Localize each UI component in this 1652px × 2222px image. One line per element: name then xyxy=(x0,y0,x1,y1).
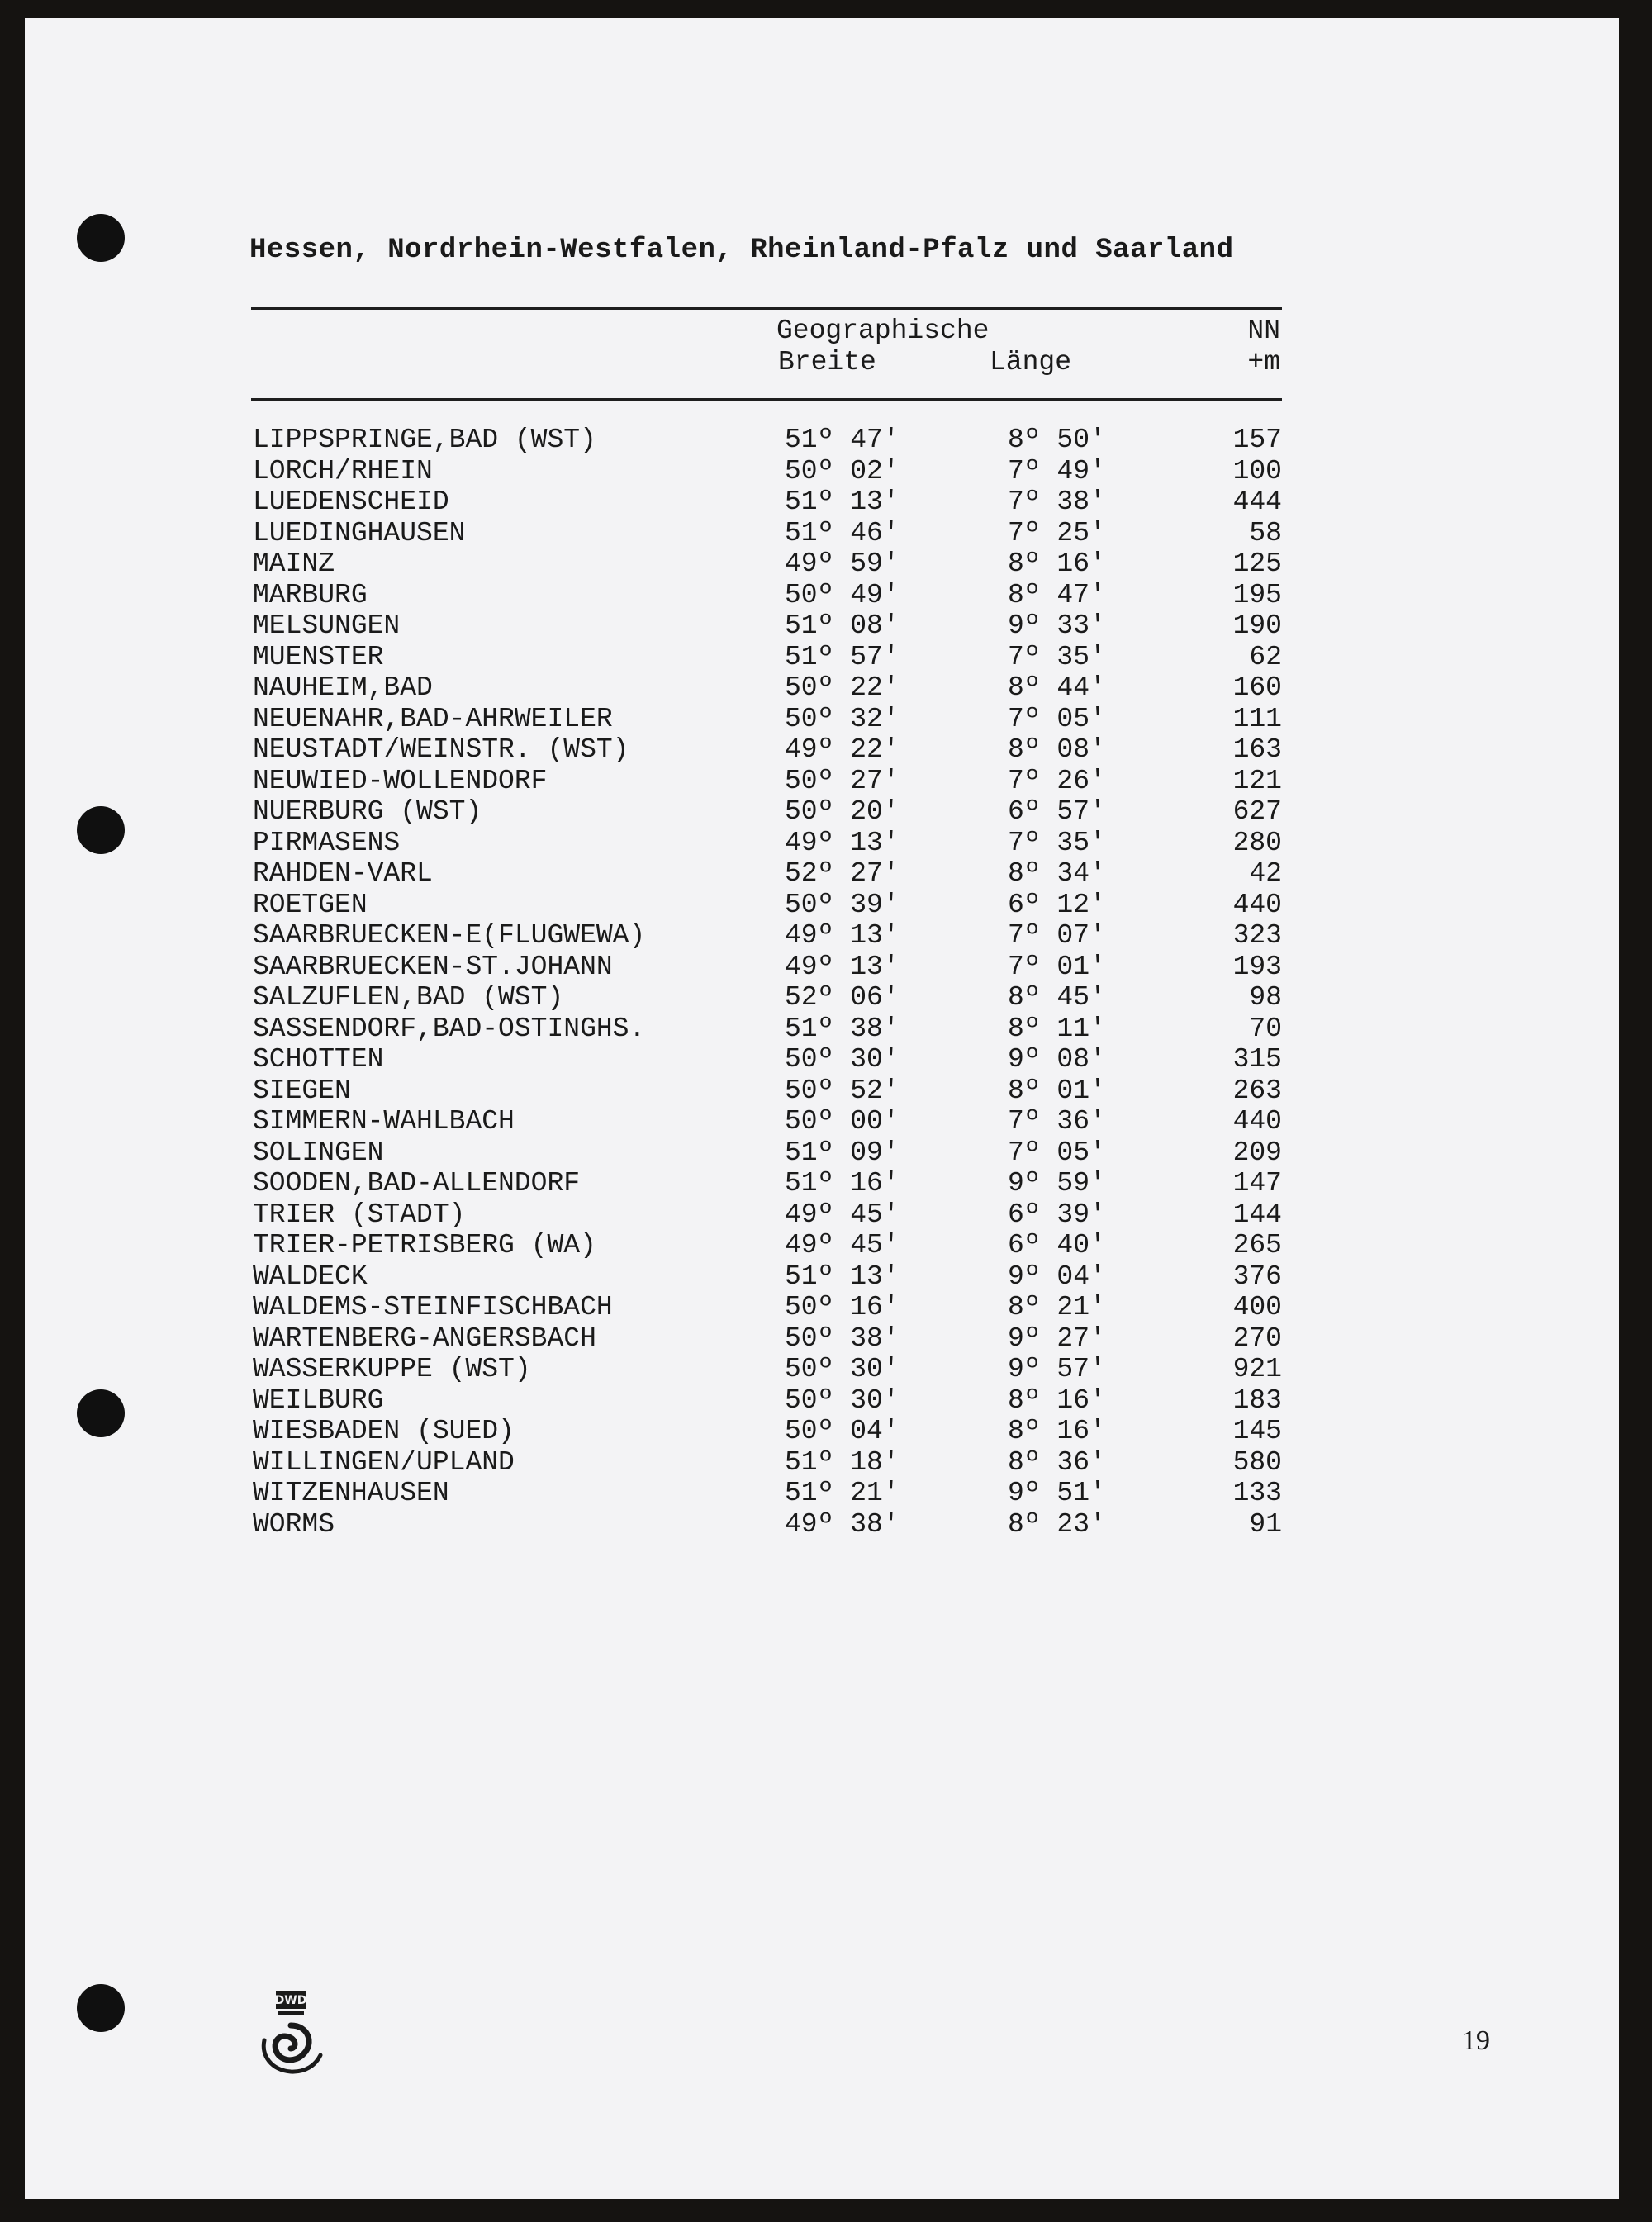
table-row xyxy=(253,456,1285,487)
elevation: 270 xyxy=(1232,1322,1282,1354)
table-row xyxy=(253,1261,1285,1293)
latitude: 49º 45′ xyxy=(785,1230,900,1261)
table-row xyxy=(253,487,1285,518)
longitude: 8º 16′ xyxy=(1008,548,1106,579)
station-name: SIEGEN xyxy=(253,1075,351,1106)
latitude: 50º 00′ xyxy=(785,1106,900,1137)
table-row xyxy=(253,920,1285,952)
station-name: SIMMERN-WAHLBACH xyxy=(253,1106,515,1137)
latitude: 51º 57′ xyxy=(785,641,900,672)
longitude: 8º 16′ xyxy=(1008,1384,1106,1416)
table-row xyxy=(253,610,1285,642)
header-unit: +m xyxy=(1247,347,1280,377)
latitude: 52º 27′ xyxy=(785,858,900,889)
station-name: SCHOTTEN xyxy=(253,1044,384,1075)
station-name: LIPPSPRINGE,BAD (WST) xyxy=(253,425,596,455)
longitude: 8º 34′ xyxy=(1008,858,1106,889)
elevation: 62 xyxy=(1249,641,1282,672)
station-name: WEILBURG xyxy=(253,1384,384,1416)
table-row xyxy=(253,982,1285,1014)
table-row xyxy=(253,672,1285,704)
station-name: NEUENAHR,BAD-AHRWEILER xyxy=(253,703,613,734)
document-page xyxy=(25,18,1619,2199)
station-name: NEUSTADT/WEINSTR. (WST) xyxy=(253,734,629,765)
table-row xyxy=(253,518,1285,549)
table-row xyxy=(253,1137,1285,1169)
longitude: 8º 44′ xyxy=(1008,672,1106,703)
longitude: 7º 07′ xyxy=(1008,920,1106,951)
station-name: LORCH/RHEIN xyxy=(253,455,433,487)
table-row xyxy=(253,548,1285,580)
station-name: SALZUFLEN,BAD (WST) xyxy=(253,982,564,1013)
longitude: 9º 27′ xyxy=(1008,1322,1106,1354)
longitude: 8º 23′ xyxy=(1008,1508,1106,1540)
elevation: 263 xyxy=(1232,1075,1282,1106)
table-row xyxy=(253,1230,1285,1261)
latitude: 51º 13′ xyxy=(785,1261,900,1292)
latitude: 50º 39′ xyxy=(785,889,900,920)
elevation: 440 xyxy=(1232,1106,1282,1137)
latitude: 50º 38′ xyxy=(785,1322,900,1354)
elevation: 145 xyxy=(1232,1416,1282,1446)
latitude: 50º 16′ xyxy=(785,1292,900,1322)
station-name: LUEDINGHAUSEN xyxy=(253,517,466,548)
station-name: MARBURG xyxy=(253,579,368,610)
longitude: 8º 36′ xyxy=(1008,1446,1106,1478)
punch-hole xyxy=(77,806,125,854)
table-row xyxy=(253,766,1285,797)
elevation: 444 xyxy=(1232,487,1282,517)
station-name: NEUWIED-WOLLENDORF xyxy=(253,765,548,796)
dwd-logo xyxy=(254,1989,329,2080)
station-name: PIRMASENS xyxy=(253,827,401,858)
latitude: 50º 04′ xyxy=(785,1416,900,1446)
elevation: 133 xyxy=(1232,1478,1282,1508)
elevation: 195 xyxy=(1232,579,1282,610)
table-row xyxy=(253,1447,1285,1479)
elevation: 921 xyxy=(1232,1354,1282,1384)
station-name: LUEDENSCHEID xyxy=(253,487,449,517)
table-row xyxy=(253,1075,1285,1107)
station-name: SOODEN,BAD-ALLENDORF xyxy=(253,1168,581,1199)
elevation: 111 xyxy=(1232,703,1282,734)
station-name: WITZENHAUSEN xyxy=(253,1478,449,1508)
table-row xyxy=(253,890,1285,921)
table-row xyxy=(253,796,1285,828)
elevation: 440 xyxy=(1232,889,1282,920)
table-row xyxy=(253,1323,1285,1355)
longitude: 7º 49′ xyxy=(1008,455,1106,487)
station-name: WORMS xyxy=(253,1508,335,1540)
elevation: 42 xyxy=(1249,858,1282,889)
longitude: 7º 38′ xyxy=(1008,487,1106,517)
longitude: 6º 39′ xyxy=(1008,1199,1106,1230)
table-row xyxy=(253,642,1285,673)
page-number: 19 xyxy=(1462,2025,1490,2056)
punch-hole xyxy=(77,1389,125,1437)
longitude: 9º 57′ xyxy=(1008,1354,1106,1384)
table-row xyxy=(253,1478,1285,1509)
latitude: 50º 27′ xyxy=(785,765,900,796)
latitude: 49º 22′ xyxy=(785,734,900,765)
latitude: 51º 13′ xyxy=(785,487,900,517)
station-name: WIESBADEN (SUED) xyxy=(253,1416,515,1446)
longitude: 7º 25′ xyxy=(1008,517,1106,548)
elevation: 376 xyxy=(1232,1261,1282,1292)
table-row xyxy=(253,952,1285,983)
latitude: 50º 22′ xyxy=(785,672,900,703)
table-row xyxy=(253,1014,1285,1045)
elevation: 100 xyxy=(1232,455,1282,487)
header-nn: NN xyxy=(1247,316,1280,346)
header-breite: Breite xyxy=(778,347,876,377)
longitude: 8º 11′ xyxy=(1008,1013,1106,1044)
header-geographische: Geographische xyxy=(776,316,990,346)
longitude: 7º 01′ xyxy=(1008,951,1106,982)
table-row xyxy=(253,1106,1285,1137)
station-table xyxy=(253,425,1285,1540)
latitude: 51º 08′ xyxy=(785,610,900,641)
header-laenge: Länge xyxy=(990,347,1072,377)
station-name: WALDECK xyxy=(253,1261,368,1292)
longitude: 8º 21′ xyxy=(1008,1292,1106,1322)
elevation: 209 xyxy=(1232,1137,1282,1168)
latitude: 51º 46′ xyxy=(785,517,900,548)
station-name: SAARBRUECKEN-ST.JOHANN xyxy=(253,951,613,982)
logo-text: DWD xyxy=(274,1994,307,2007)
elevation: 147 xyxy=(1232,1168,1282,1199)
station-name: MAINZ xyxy=(253,548,335,579)
elevation: 193 xyxy=(1232,951,1282,982)
latitude: 50º 49′ xyxy=(785,579,900,610)
longitude: 7º 36′ xyxy=(1008,1106,1106,1137)
station-name: WILLINGEN/UPLAND xyxy=(253,1446,515,1478)
longitude: 6º 12′ xyxy=(1008,889,1106,920)
latitude: 49º 38′ xyxy=(785,1508,900,1540)
station-name: NAUHEIM,BAD xyxy=(253,672,433,703)
table-row xyxy=(253,1199,1285,1231)
table-row xyxy=(253,858,1285,890)
longitude: 8º 01′ xyxy=(1008,1075,1106,1106)
longitude: 7º 26′ xyxy=(1008,765,1106,796)
station-name: ROETGEN xyxy=(253,889,368,920)
station-name: WALDEMS-STEINFISCHBACH xyxy=(253,1292,613,1322)
elevation: 70 xyxy=(1249,1013,1282,1044)
latitude: 50º 30′ xyxy=(785,1384,900,1416)
page-title: Hessen, Nordrhein-Westfalen, Rheinland-Pfalz und Saarland xyxy=(249,235,1234,266)
elevation: 580 xyxy=(1232,1446,1282,1478)
station-name: RAHDEN-VARL xyxy=(253,858,433,889)
table-row xyxy=(253,828,1285,859)
latitude: 51º 38′ xyxy=(785,1013,900,1044)
longitude: 8º 50′ xyxy=(1008,425,1106,455)
elevation: 125 xyxy=(1232,548,1282,579)
station-name: SAARBRUECKEN-E(FLUGWEWA) xyxy=(253,920,646,951)
table-row xyxy=(253,1509,1285,1541)
latitude: 51º 47′ xyxy=(785,425,900,455)
punch-hole xyxy=(77,214,125,262)
latitude: 50º 32′ xyxy=(785,703,900,734)
table-row xyxy=(253,580,1285,611)
elevation: 627 xyxy=(1232,796,1282,827)
latitude: 49º 45′ xyxy=(785,1199,900,1230)
longitude: 8º 16′ xyxy=(1008,1416,1106,1446)
elevation: 157 xyxy=(1232,425,1282,455)
longitude: 6º 40′ xyxy=(1008,1230,1106,1261)
punch-hole xyxy=(77,1984,125,2032)
table-header-rule xyxy=(251,398,1282,401)
longitude: 7º 05′ xyxy=(1008,1137,1106,1168)
longitude: 8º 08′ xyxy=(1008,734,1106,765)
latitude: 50º 30′ xyxy=(785,1354,900,1384)
latitude: 50º 20′ xyxy=(785,796,900,827)
longitude: 7º 05′ xyxy=(1008,703,1106,734)
longitude: 9º 04′ xyxy=(1008,1261,1106,1292)
longitude: 8º 45′ xyxy=(1008,982,1106,1013)
longitude: 8º 47′ xyxy=(1008,579,1106,610)
elevation: 58 xyxy=(1249,517,1282,548)
station-name: SOLINGEN xyxy=(253,1137,384,1168)
latitude: 50º 02′ xyxy=(785,455,900,487)
longitude: 7º 35′ xyxy=(1008,827,1106,858)
station-name: WASSERKUPPE (WST) xyxy=(253,1354,531,1384)
longitude: 9º 51′ xyxy=(1008,1478,1106,1508)
elevation: 121 xyxy=(1232,765,1282,796)
station-name: MELSUNGEN xyxy=(253,610,401,641)
latitude: 50º 30′ xyxy=(785,1044,900,1075)
station-name: WARTENBERG-ANGERSBACH xyxy=(253,1322,596,1354)
table-top-rule xyxy=(251,307,1282,310)
latitude: 49º 13′ xyxy=(785,920,900,951)
elevation: 98 xyxy=(1249,982,1282,1013)
latitude: 49º 59′ xyxy=(785,548,900,579)
elevation: 183 xyxy=(1232,1384,1282,1416)
station-name: TRIER-PETRISBERG (WA) xyxy=(253,1230,596,1261)
longitude: 7º 35′ xyxy=(1008,641,1106,672)
station-name: NUERBURG (WST) xyxy=(253,796,482,827)
elevation: 280 xyxy=(1232,827,1282,858)
table-row xyxy=(253,1168,1285,1199)
elevation: 160 xyxy=(1232,672,1282,703)
elevation: 144 xyxy=(1232,1199,1282,1230)
latitude: 50º 52′ xyxy=(785,1075,900,1106)
latitude: 49º 13′ xyxy=(785,827,900,858)
table-row xyxy=(253,734,1285,766)
elevation: 400 xyxy=(1232,1292,1282,1322)
table-row xyxy=(253,1292,1285,1323)
latitude: 49º 13′ xyxy=(785,951,900,982)
elevation: 265 xyxy=(1232,1230,1282,1261)
station-name: MUENSTER xyxy=(253,641,384,672)
table-row xyxy=(253,1354,1285,1385)
station-name: TRIER (STADT) xyxy=(253,1199,466,1230)
elevation: 323 xyxy=(1232,920,1282,951)
table-row xyxy=(253,425,1285,456)
latitude: 51º 16′ xyxy=(785,1168,900,1199)
elevation: 163 xyxy=(1232,734,1282,765)
elevation: 190 xyxy=(1232,610,1282,641)
station-name: SASSENDORF,BAD-OSTINGHS. xyxy=(253,1013,646,1044)
elevation: 91 xyxy=(1249,1508,1282,1540)
longitude: 9º 33′ xyxy=(1008,610,1106,641)
table-row xyxy=(253,1385,1285,1417)
latitude: 52º 06′ xyxy=(785,982,900,1013)
table-row xyxy=(253,1044,1285,1075)
longitude: 6º 57′ xyxy=(1008,796,1106,827)
table-row xyxy=(253,704,1285,735)
latitude: 51º 09′ xyxy=(785,1137,900,1168)
longitude: 9º 59′ xyxy=(1008,1168,1106,1199)
latitude: 51º 18′ xyxy=(785,1446,900,1478)
longitude: 9º 08′ xyxy=(1008,1044,1106,1075)
latitude: 51º 21′ xyxy=(785,1478,900,1508)
elevation: 315 xyxy=(1232,1044,1282,1075)
table-row xyxy=(253,1416,1285,1447)
